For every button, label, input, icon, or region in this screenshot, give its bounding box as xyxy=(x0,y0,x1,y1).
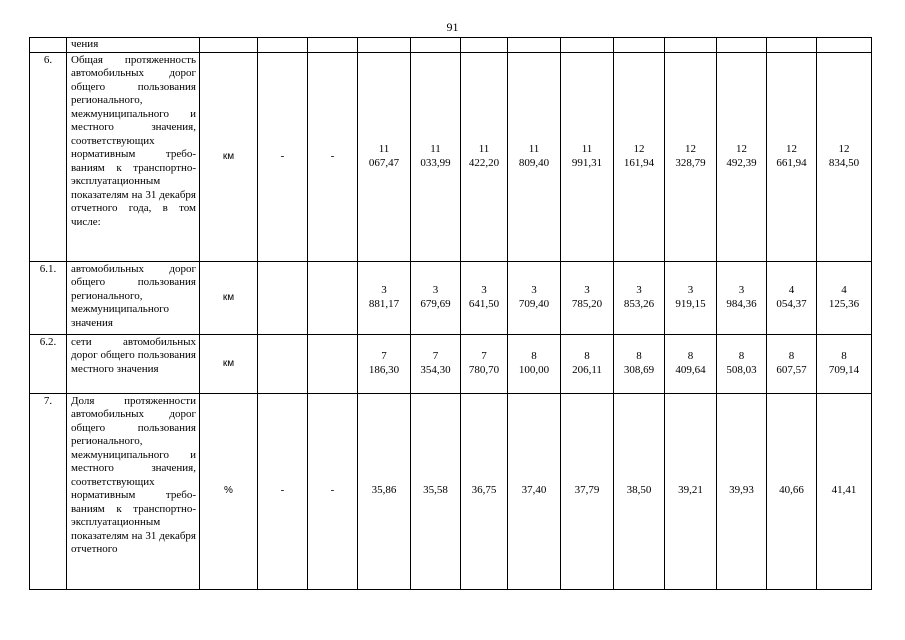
dash-cell: - xyxy=(258,52,308,261)
dash-cell xyxy=(258,261,308,334)
value-cell: 11 809,40 xyxy=(508,52,561,261)
dash-cell: - xyxy=(308,52,358,261)
value-cell: 11 033,99 xyxy=(411,52,461,261)
value-cell: 3 785,20 xyxy=(561,261,614,334)
unit-cell: км xyxy=(200,261,258,334)
row-number-cell xyxy=(30,38,67,53)
value-cell xyxy=(614,38,665,53)
value-cell: 12 161,94 xyxy=(614,52,665,261)
value-cell: 8 100,00 xyxy=(508,334,561,393)
value-cell: 38,50 xyxy=(614,393,665,589)
value-cell: 12 492,39 xyxy=(717,52,767,261)
indicator-name-cell: сети автомобильных дорог общего пользования местного значения xyxy=(67,334,200,393)
indicator-name-cell: автомобильных дорог общего пользования регионального, межмуниципального значения xyxy=(67,261,200,334)
value-cell: 7 780,70 xyxy=(461,334,508,393)
value-cell xyxy=(817,38,872,53)
value-cell: 3 853,26 xyxy=(614,261,665,334)
value-cell: 7 354,30 xyxy=(411,334,461,393)
value-cell: 41,41 xyxy=(817,393,872,589)
value-cell: 37,40 xyxy=(508,393,561,589)
indicator-name-cell: Общая протяженность автомобильных дорог общего пользования регионального, межмуниципального и местного значения, соответствующих нормативным требованиям к транспортно-эксплуатационным показателям на 31 декабря отчетного года, в том числе: xyxy=(67,52,200,261)
value-cell: 4 054,37 xyxy=(767,261,817,334)
value-cell: 12 834,50 xyxy=(817,52,872,261)
value-cell: 11 991,31 xyxy=(561,52,614,261)
value-cell: 8 709,14 xyxy=(817,334,872,393)
row-number-cell: 7. xyxy=(30,393,67,589)
value-cell: 36,75 xyxy=(461,393,508,589)
value-cell: 8 409,64 xyxy=(665,334,717,393)
table-row xyxy=(30,334,872,393)
value-cell: 8 206,11 xyxy=(561,334,614,393)
row-number-cell: 6.1. xyxy=(30,261,67,334)
value-cell: 3 881,17 xyxy=(358,261,411,334)
value-cell: 11 422,20 xyxy=(461,52,508,261)
dash-cell xyxy=(308,261,358,334)
unit-cell: км xyxy=(200,334,258,393)
unit-cell: % xyxy=(200,393,258,589)
value-cell: 37,79 xyxy=(561,393,614,589)
table-row xyxy=(30,393,872,589)
dash-cell xyxy=(258,334,308,393)
value-cell: 39,21 xyxy=(665,393,717,589)
value-cell xyxy=(411,38,461,53)
value-cell: 11 067,47 xyxy=(358,52,411,261)
value-cell: 8 508,03 xyxy=(717,334,767,393)
value-cell: 3 709,40 xyxy=(508,261,561,334)
value-cell xyxy=(258,38,308,53)
row-number-cell: 6.2. xyxy=(30,334,67,393)
value-cell: 3 984,36 xyxy=(717,261,767,334)
value-cell: 35,86 xyxy=(358,393,411,589)
indicator-name-cell: чения xyxy=(67,38,200,53)
value-cell xyxy=(461,38,508,53)
value-cell: 3 641,50 xyxy=(461,261,508,334)
value-cell xyxy=(508,38,561,53)
dash-cell xyxy=(308,334,358,393)
table-row-continuation xyxy=(30,38,872,53)
row-number-cell: 6. xyxy=(30,52,67,261)
table-body xyxy=(30,38,872,590)
value-cell: 12 661,94 xyxy=(767,52,817,261)
unit-cell xyxy=(200,38,258,53)
value-cell: 8 308,69 xyxy=(614,334,665,393)
value-cell: 40,66 xyxy=(767,393,817,589)
value-cell: 3 919,15 xyxy=(665,261,717,334)
value-cell: 8 607,57 xyxy=(767,334,817,393)
value-cell xyxy=(665,38,717,53)
value-cell: 12 328,79 xyxy=(665,52,717,261)
unit-cell: км xyxy=(200,52,258,261)
indicators-table xyxy=(29,37,872,590)
table-row xyxy=(30,261,872,334)
dash-cell: - xyxy=(308,393,358,589)
value-cell xyxy=(358,38,411,53)
value-cell: 3 679,69 xyxy=(411,261,461,334)
page-number: 91 xyxy=(446,20,459,34)
table-row xyxy=(30,52,872,261)
value-cell xyxy=(561,38,614,53)
value-cell: 39,93 xyxy=(717,393,767,589)
indicator-name-cell: Доля протяженности автомобильных дорог общего пользования регионального, межмуниципального и местного значения, соответствующих нормативным требованиям к транспортно-эксплуатационным показателям на 31 декабря отчетного xyxy=(67,393,200,589)
value-cell xyxy=(308,38,358,53)
value-cell xyxy=(717,38,767,53)
value-cell xyxy=(767,38,817,53)
value-cell: 4 125,36 xyxy=(817,261,872,334)
dash-cell: - xyxy=(258,393,308,589)
value-cell: 35,58 xyxy=(411,393,461,589)
value-cell: 7 186,30 xyxy=(358,334,411,393)
